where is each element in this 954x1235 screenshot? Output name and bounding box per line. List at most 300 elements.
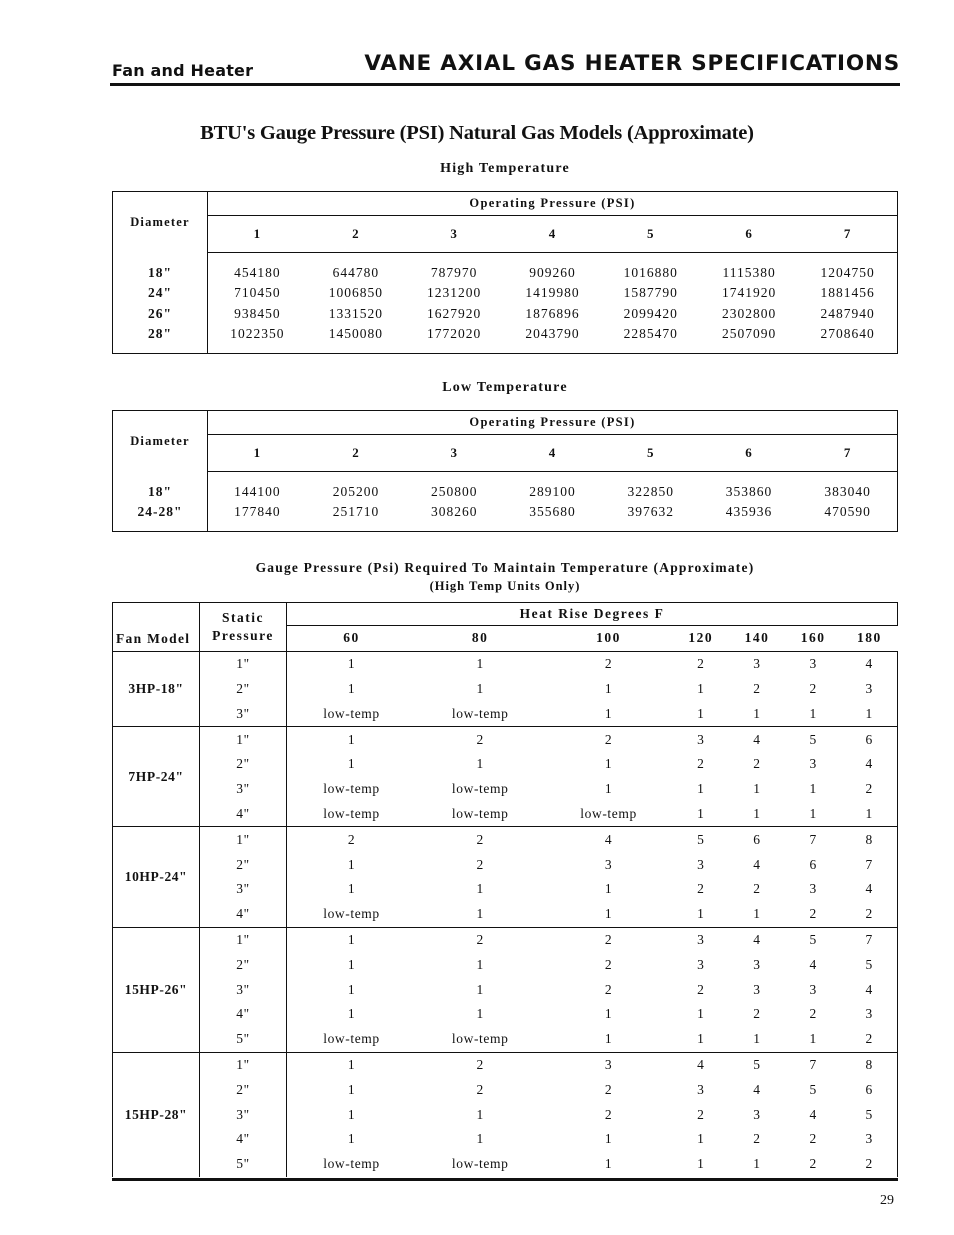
gauge-value-cell: 1: [347, 881, 356, 897]
gauge-value-cell: 4: [673, 1052, 729, 1077]
gauge-value-cell: 1: [753, 805, 761, 821]
gauge-value-cell: 2: [476, 856, 484, 872]
page-title: BTU's Gauge Pressure (PSI) Natural Gas Models (Approximate): [200, 122, 754, 144]
gauge-value-cell: 1: [604, 881, 613, 897]
gauge-value-cell: 2: [841, 902, 897, 927]
gauge-value-cell: 6: [809, 856, 817, 872]
gauge-value-cell: 4: [544, 827, 672, 852]
diameter-value: 18": [148, 264, 172, 280]
gauge-value-cell: low-temp: [451, 805, 509, 821]
degree-header: 80: [471, 630, 489, 646]
table-row: [113, 1077, 898, 1102]
static-pressure-cell: 4": [200, 902, 287, 927]
table-row: [113, 1027, 898, 1052]
btu-column: [798, 253, 897, 354]
gauge-value-cell: 4: [753, 856, 761, 872]
btu-column: [602, 472, 700, 532]
gauge-value-cell: low-temp: [323, 1031, 380, 1047]
gauge-value-cell: 2: [476, 1081, 484, 1097]
psi-header: 4: [503, 216, 601, 253]
btu-value: 177840: [234, 504, 281, 520]
psi-header: 7: [798, 435, 897, 472]
btu-value: 397632: [627, 504, 674, 520]
gauge-value-cell: 1: [476, 956, 484, 972]
btu-column: [208, 253, 307, 354]
gauge-value-cell: low-temp: [580, 805, 637, 821]
gauge-value-cell: 3: [697, 1081, 705, 1097]
btu-value: 2302800: [721, 305, 777, 321]
high-temp-title: High Temperature: [440, 161, 570, 176]
gauge-value-cell: 2: [604, 1081, 613, 1097]
gauge-value-cell: 1: [697, 1031, 705, 1047]
gauge-value-cell: 4: [841, 977, 897, 1002]
psi-header: 7: [798, 216, 897, 253]
gauge-value-cell: 5: [809, 1081, 817, 1097]
gauge-value-cell: 5: [729, 1052, 785, 1077]
btu-column: [503, 253, 601, 354]
section-label: Fan and Heater: [112, 61, 254, 80]
psi-header: 5: [602, 435, 700, 472]
degree-header: 120: [688, 630, 714, 646]
gauge-value-cell: 2: [697, 881, 705, 897]
static-pressure-cell: 1": [200, 1052, 287, 1077]
table-row: [113, 977, 898, 1002]
gauge-value-cell: 1: [476, 680, 484, 696]
gauge-value-cell: 1: [287, 651, 417, 676]
btu-column: [602, 253, 700, 354]
btu-column: [503, 472, 601, 532]
gauge-value-cell: low-temp: [451, 781, 509, 797]
static-pressure-cell: 1": [200, 927, 287, 952]
gauge-value-cell: 2: [697, 1106, 705, 1122]
gauge-value-cell: low-temp: [451, 1031, 509, 1047]
header-rule: [110, 83, 900, 86]
degree-header: 140: [744, 630, 770, 646]
gauge-value-cell: 6: [841, 727, 897, 752]
static-label: Static: [222, 609, 264, 625]
gauge-value-cell: 2: [753, 1006, 761, 1022]
btu-value: 1331520: [328, 305, 383, 321]
gauge-subtitle: (High Temp Units Only): [429, 579, 581, 593]
static-pressure-header: [200, 603, 287, 652]
table-row: [113, 902, 898, 927]
table-row: [113, 852, 898, 877]
psi-header: 2: [307, 435, 405, 472]
table-row: [113, 701, 898, 726]
gauge-value-cell: 1: [809, 805, 817, 821]
fan-model-cell: 3HP-18": [113, 651, 200, 726]
gauge-value-cell: 1: [347, 756, 356, 772]
static-pressure-cell: 3": [200, 877, 287, 902]
gauge-value-cell: 3: [785, 651, 841, 676]
psi-header: 5: [602, 216, 700, 253]
static-pressure-cell: 2": [200, 752, 287, 777]
heat-rise-header: Heat Rise Degrees F: [287, 603, 898, 626]
gauge-value-cell: 1: [809, 781, 817, 797]
btu-value: 909260: [529, 265, 576, 280]
gauge-value-cell: low-temp: [323, 781, 380, 797]
gauge-value-cell: 2: [809, 1131, 817, 1147]
static-pressure-cell: 2": [200, 677, 287, 702]
static-pressure-cell: 1": [200, 651, 287, 676]
gauge-value-cell: 1: [697, 781, 705, 797]
static-pressure-cell: 4": [200, 1127, 287, 1152]
btu-value: 2099420: [623, 305, 678, 321]
gauge-value-cell: 3: [809, 756, 817, 772]
gauge-value-cell: 1: [753, 1156, 761, 1172]
fan-model-cell: 15HP-28": [113, 1052, 200, 1176]
gauge-value-cell: 3: [604, 856, 613, 872]
gauge-value-cell: 1: [697, 1006, 705, 1022]
gauge-value-cell: 1: [841, 701, 897, 726]
psi-header: 3: [405, 435, 503, 472]
gauge-value-cell: 2: [416, 727, 544, 752]
btu-value: 1587790: [623, 285, 678, 301]
static-pressure-cell: 3": [200, 701, 287, 726]
gauge-value-cell: 2: [544, 651, 672, 676]
gauge-value-cell: 1: [753, 705, 761, 721]
gauge-value-cell: 3: [809, 981, 817, 997]
gauge-value-cell: 4: [729, 927, 785, 952]
gauge-value-cell: 3: [809, 881, 817, 897]
fan-model-header: Fan Model: [113, 603, 200, 652]
gauge-value-cell: 2: [604, 1106, 613, 1122]
gauge-value-cell: 3: [753, 1106, 761, 1122]
gauge-value-cell: 1: [347, 956, 356, 972]
gauge-value-cell: 1: [416, 651, 544, 676]
psi-header: 1: [208, 216, 307, 253]
gauge-value-cell: 2: [841, 777, 897, 802]
gauge-value-cell: 1: [841, 802, 897, 827]
gauge-value-cell: 1: [604, 756, 613, 772]
btu-value: 2708640: [820, 326, 875, 342]
gauge-value-cell: 1: [476, 1131, 484, 1147]
gauge-value-cell: 3: [673, 927, 729, 952]
diameter-cell: [113, 253, 208, 354]
gauge-value-cell: 1: [476, 981, 484, 997]
gauge-value-cell: 2: [841, 1027, 897, 1052]
gauge-value-cell: 4: [729, 727, 785, 752]
gauge-value-cell: 2: [753, 1131, 761, 1147]
diameter-value: 18": [148, 483, 172, 499]
gauge-value-cell: 1: [604, 1131, 613, 1147]
gauge-value-cell: 2: [809, 1156, 817, 1172]
gauge-value-cell: 1: [697, 805, 705, 821]
gauge-value-cell: 1: [287, 727, 417, 752]
gauge-value-cell: 8: [841, 827, 897, 852]
btu-column: [307, 472, 405, 532]
btu-value: 308260: [430, 504, 478, 520]
gauge-value-cell: 6: [841, 1077, 897, 1102]
gauge-value-cell: 3: [697, 956, 705, 972]
gauge-value-cell: 4: [809, 1106, 817, 1122]
static-pressure-cell: 2": [200, 952, 287, 977]
psi-header: 4: [503, 435, 601, 472]
btu-value: 644780: [332, 265, 380, 280]
table-row: [113, 877, 898, 902]
static-pressure-cell: 4": [200, 802, 287, 827]
btu-value: 1006850: [328, 285, 383, 301]
btu-value: 1772020: [427, 326, 482, 342]
gauge-value-cell: 1: [347, 1106, 356, 1122]
gauge-value-cell: 4: [841, 877, 897, 902]
table-row: [113, 927, 898, 952]
page-header: [110, 50, 900, 88]
diameter-header: Diameter: [113, 411, 208, 472]
page-number: 29: [880, 1193, 894, 1208]
gauge-value-cell: low-temp: [451, 1156, 509, 1172]
gauge-value-cell: 2: [753, 756, 761, 772]
gauge-value-cell: 1: [697, 1156, 705, 1172]
btu-value: 1022350: [230, 326, 285, 342]
gauge-value-cell: 2: [753, 680, 761, 696]
diameter-value: 28": [148, 325, 172, 341]
table-row: [113, 1127, 898, 1152]
btu-value: 1016880: [623, 265, 678, 280]
gauge-value-cell: 1: [476, 881, 484, 897]
diameter-cell: [113, 472, 208, 532]
btu-value: 383040: [824, 484, 871, 499]
gauge-value-cell: 1: [604, 1031, 613, 1047]
btu-value: 144100: [234, 484, 281, 499]
gauge-value-cell: 1: [604, 705, 613, 721]
static-pressure-cell: 3": [200, 977, 287, 1002]
gauge-value-cell: 2: [287, 827, 417, 852]
gauge-value-cell: low-temp: [323, 906, 380, 922]
btu-column: [405, 253, 503, 354]
static-pressure-cell: 2": [200, 1077, 287, 1102]
table-row: [113, 1002, 898, 1027]
btu-value: 2487940: [820, 305, 875, 321]
btu-value: 1881456: [820, 285, 875, 301]
operating-pressure-header: Operating Pressure (PSI): [208, 411, 898, 435]
gauge-value-cell: low-temp: [323, 805, 380, 821]
gauge-value-cell: 3: [729, 651, 785, 676]
gauge-value-cell: low-temp: [323, 705, 380, 721]
psi-header: 1: [208, 435, 307, 472]
table-row: [113, 677, 898, 702]
gauge-value-cell: 1: [347, 1081, 356, 1097]
header-title: VANE AXIAL GAS HEATER SPECIFICATIONS: [364, 51, 900, 76]
gauge-value-cell: 1: [604, 1006, 613, 1022]
pressure-label: Pressure: [212, 627, 274, 643]
diameter-value: 24-28": [137, 504, 183, 520]
gauge-value-cell: 3: [753, 956, 761, 972]
btu-value: 435936: [725, 504, 773, 520]
gauge-value-cell: 1: [347, 1131, 356, 1147]
gauge-value-cell: 7: [785, 827, 841, 852]
static-pressure-cell: 2": [200, 852, 287, 877]
btu-value: 787970: [430, 265, 478, 280]
gauge-value-cell: 1: [476, 906, 484, 922]
gauge-value-cell: 1: [604, 680, 613, 696]
gauge-table: [112, 602, 898, 1177]
fan-model-cell: 7HP-24": [113, 727, 200, 827]
table-row: [113, 777, 898, 802]
btu-value: 251710: [332, 504, 380, 520]
gauge-value-cell: 1: [697, 680, 705, 696]
gauge-value-cell: 1: [753, 781, 761, 797]
low-temp-body: [113, 472, 898, 532]
btu-value: 470590: [824, 504, 871, 520]
static-pressure-cell: 1": [200, 727, 287, 752]
gauge-value-cell: 2: [544, 927, 672, 952]
btu-value: 1231200: [427, 285, 482, 301]
btu-value: 2285470: [623, 326, 678, 342]
gauge-value-cell: 1: [604, 781, 613, 797]
btu-value: 2507090: [721, 326, 777, 342]
gauge-value-cell: 3: [841, 677, 897, 702]
gauge-value-cell: 3: [841, 1002, 897, 1027]
gauge-value-cell: 7: [841, 927, 897, 952]
gauge-value-cell: 1: [697, 1131, 705, 1147]
btu-value: 1627920: [427, 305, 482, 321]
table-row: [113, 1152, 898, 1177]
btu-value: 1450080: [328, 326, 383, 342]
table-row: [113, 827, 898, 852]
gauge-value-cell: 1: [476, 756, 484, 772]
gauge-value-cell: 4: [841, 752, 897, 777]
static-pressure-cell: 4": [200, 1002, 287, 1027]
gauge-value-cell: 2: [544, 727, 672, 752]
btu-value: 1419980: [525, 285, 580, 301]
gauge-value-cell: 1: [287, 927, 417, 952]
gauge-value-cell: 2: [841, 1152, 897, 1177]
static-pressure-cell: 1": [200, 827, 287, 852]
static-pressure-cell: 5": [200, 1027, 287, 1052]
gauge-value-cell: 4: [841, 651, 897, 676]
gauge-value-cell: 5: [841, 1102, 897, 1127]
gauge-value-cell: low-temp: [451, 705, 509, 721]
gauge-value-cell: 2: [416, 1052, 544, 1077]
gauge-value-cell: 3: [697, 856, 705, 872]
btu-value: 454180: [234, 265, 281, 280]
high-temp-table: [112, 191, 898, 354]
high-temp-body: [113, 253, 898, 354]
gauge-value-cell: 3: [673, 727, 729, 752]
gauge-value-cell: 5: [673, 827, 729, 852]
table-row: [113, 952, 898, 977]
btu-value: 2043790: [525, 326, 580, 342]
degree-header: 100: [596, 630, 621, 646]
table-row: [113, 802, 898, 827]
gauge-value-cell: 3: [841, 1127, 897, 1152]
gauge-value-cell: 1: [476, 1006, 484, 1022]
btu-column: [405, 472, 503, 532]
gauge-value-cell: 1: [476, 1106, 484, 1122]
btu-value: 250800: [430, 484, 478, 499]
psi-header: 6: [700, 435, 798, 472]
gauge-value-cell: 2: [697, 756, 705, 772]
btu-value: 1115380: [722, 265, 776, 280]
gauge-value-cell: 3: [753, 981, 761, 997]
diameter-header: Diameter: [113, 192, 208, 253]
gauge-value-cell: 1: [697, 906, 705, 922]
btu-value: 1204750: [820, 265, 875, 280]
fan-model-cell: 15HP-26": [113, 927, 200, 1052]
low-temp-table: [112, 410, 898, 532]
table-row: [113, 651, 898, 676]
operating-pressure-header: Operating Pressure (PSI): [208, 192, 898, 216]
gauge-value-cell: 5: [785, 927, 841, 952]
psi-header: 6: [700, 216, 798, 253]
diameter-value: 24": [148, 285, 172, 301]
static-pressure-cell: 5": [200, 1152, 287, 1177]
gauge-value-cell: 1: [347, 981, 356, 997]
table-row: [113, 727, 898, 752]
btu-column: [700, 253, 798, 354]
gauge-value-cell: 2: [673, 651, 729, 676]
gauge-value-cell: 1: [809, 1031, 817, 1047]
gauge-value-cell: 1: [697, 705, 705, 721]
table-row: [113, 752, 898, 777]
bottom-rule: [112, 1178, 898, 1181]
gauge-value-cell: 4: [809, 956, 817, 972]
btu-value: 353860: [725, 484, 773, 499]
btu-value: 710450: [234, 285, 281, 301]
diameter-value: 26": [148, 305, 172, 321]
gauge-value-cell: 1: [604, 1156, 613, 1172]
gauge-value-cell: 2: [809, 1006, 817, 1022]
gauge-value-cell: 2: [697, 981, 705, 997]
gauge-value-cell: 2: [416, 827, 544, 852]
btu-value: 205200: [332, 484, 380, 499]
gauge-value-cell: 2: [809, 680, 817, 696]
gauge-value-cell: 2: [753, 881, 761, 897]
gauge-value-cell: 3: [544, 1052, 672, 1077]
psi-header: 3: [405, 216, 503, 253]
btu-column: [307, 253, 405, 354]
gauge-value-cell: 1: [347, 1006, 356, 1022]
btu-value: 1876896: [525, 305, 580, 321]
gauge-value-cell: 2: [416, 927, 544, 952]
psi-header: 2: [307, 216, 405, 253]
low-temp-title: Low Temperature: [442, 380, 568, 395]
degree-header: 160: [800, 630, 826, 646]
gauge-value-cell: 1: [809, 705, 817, 721]
gauge-value-cell: 7: [785, 1052, 841, 1077]
static-pressure-cell: 3": [200, 777, 287, 802]
btu-column: [208, 472, 307, 532]
btu-column: [798, 472, 897, 532]
gauge-value-cell: 2: [604, 981, 613, 997]
gauge-value-cell: 1: [604, 906, 613, 922]
gauge-value-cell: 8: [841, 1052, 897, 1077]
gauge-value-cell: 7: [841, 852, 897, 877]
gauge-title: Gauge Pressure (Psi) Required To Maintain Temperature (Approximate): [255, 560, 755, 575]
degree-header: 60: [343, 630, 360, 646]
gauge-value-cell: 2: [604, 956, 613, 972]
degree-header: 180: [856, 630, 882, 646]
gauge-value-cell: 6: [729, 827, 785, 852]
gauge-value-cell: 2: [809, 906, 817, 922]
static-pressure-cell: 3": [200, 1102, 287, 1127]
gauge-value-cell: 4: [753, 1081, 761, 1097]
gauge-value-cell: 1: [753, 1031, 761, 1047]
btu-value: 1741920: [721, 285, 777, 301]
btu-column: [700, 472, 798, 532]
fan-model-cell: 10HP-24": [113, 827, 200, 927]
gauge-value-cell: 1: [347, 856, 356, 872]
btu-value: 355680: [529, 504, 576, 520]
gauge-value-cell: 1: [347, 680, 356, 696]
btu-value: 938450: [234, 305, 281, 321]
btu-value: 289100: [529, 484, 576, 499]
gauge-value-cell: low-temp: [323, 1156, 380, 1172]
gauge-value-cell: 5: [841, 952, 897, 977]
gauge-value-cell: 5: [785, 727, 841, 752]
gauge-value-cell: 1: [287, 1052, 417, 1077]
